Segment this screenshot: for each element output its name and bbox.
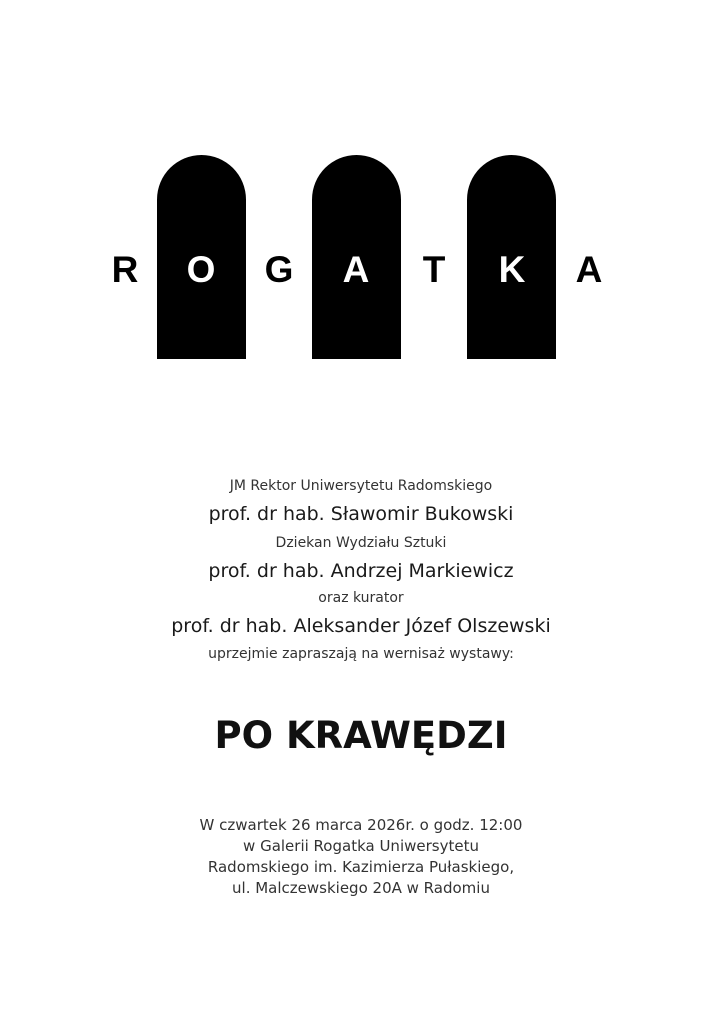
dean-line: Dziekan Wydziału Sztuki [275,535,447,551]
exhibition-title: PO KRAWĘDZI [214,714,508,757]
logo-letter-r: R [111,249,139,290]
rogatka-logo [0,0,722,400]
event-venue-line-2: Radomskiego im. Kazimierza Pułaskiego, [207,858,515,876]
logo-letter-t: T [422,249,446,290]
rector-line: JM Rektor Uniwersytetu Radomskiego [229,478,493,494]
logo-letter-k: K [498,249,526,290]
logo-letter-a1: A [342,249,370,290]
logo-letter-o: O [186,249,216,290]
event-address-line: ul. Malczewskiego 20A w Radomiu [232,879,490,897]
dean-name: prof. dr hab. Andrzej Markiewicz [208,560,514,582]
event-date-line: W czwartek 26 marca 2026r. o godz. 12:00 [199,816,523,834]
logo-letter-a2: A [575,249,603,290]
curator-name: prof. dr hab. Aleksander Józef Olszewski [171,615,551,637]
logo-letter-g: G [264,249,294,290]
event-details [0,815,722,899]
event-venue-line: w Galerii Rogatka Uniwersytetu [243,837,479,855]
curator-line: oraz kurator [318,590,404,606]
rector-name: prof. dr hab. Sławomir Bukowski [208,503,514,525]
invitation-line: uprzejmie zapraszają na wernisaż wystawy: [208,646,514,662]
